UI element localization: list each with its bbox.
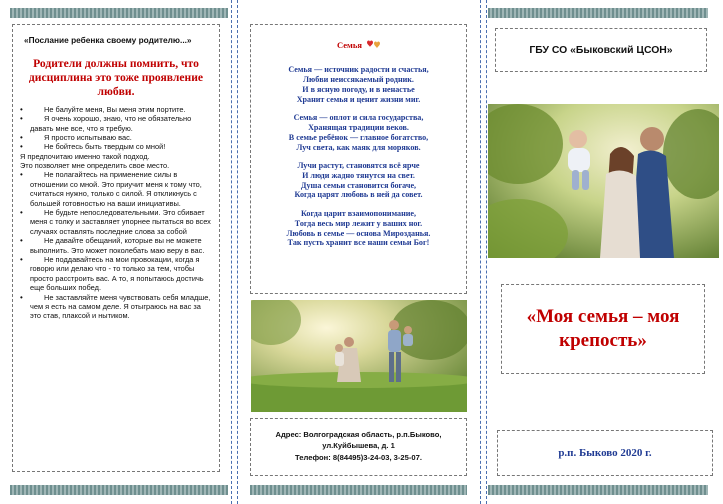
poem-line: В семье ребёнок — главное богатство, bbox=[288, 132, 429, 142]
poem-line: Хранит семья и ценит жизни миг. bbox=[296, 94, 421, 104]
advice-item bbox=[20, 133, 212, 142]
advice-item bbox=[20, 170, 212, 208]
advice-item bbox=[20, 236, 212, 255]
advice-item-text: Не будьте непоследовательными. Это сбивает меня с толку и заставляет упорнее пытаться во всех случаях оставлять последние слова за собой bbox=[30, 208, 211, 236]
advice-item bbox=[20, 105, 212, 114]
advice-item bbox=[20, 208, 212, 236]
poem-title-row bbox=[259, 39, 458, 51]
poem-line: Когда царят любовь в ней да совет. bbox=[294, 190, 423, 200]
brochure-main-title: «Моя семья – моя крепость» bbox=[501, 284, 705, 374]
poem-line: Душа семьи становится богаче, bbox=[300, 180, 417, 190]
phone-line: Телефон: 8(84495)3-24-03, 3-25-07. bbox=[295, 452, 422, 462]
top-stripe-right bbox=[488, 8, 708, 18]
poem-line: Лучи растут, становятся всё ярче bbox=[297, 160, 420, 170]
advice-list bbox=[20, 105, 212, 321]
advice-item-text: Не заставляйте меня чувствовать себя младше, чем я есть на самом деле. Я отыграюсь на вас за это став, плаксой и нытиком. bbox=[30, 292, 211, 321]
advice-item bbox=[20, 152, 212, 161]
advice-item-text: Не балуйте меня, Вы меня этим портите. bbox=[44, 104, 186, 114]
advice-item-text: Не полагайтесь на применение силы в отношении со мной. Это приучит меня к тому что, считаться нужно, только с силой. Я откликнусь с большей готовностью на ваши инициативы. bbox=[30, 170, 202, 208]
child-message-panel bbox=[12, 24, 220, 472]
poem-line: Семья — оплот и сила государства, bbox=[293, 112, 424, 122]
poem-line: И люди жадно тянутся на свет. bbox=[302, 170, 415, 180]
poem-title: Семья bbox=[337, 40, 362, 50]
fold-line-1 bbox=[231, 0, 233, 504]
poem-stanza bbox=[259, 209, 458, 248]
poem-line: Любви неиссякаемый родник. bbox=[303, 74, 414, 84]
poem-stanza bbox=[259, 65, 458, 104]
advice-item-text: Я очень хорошо, знаю, что не обязательно давать мне все, что я требую. bbox=[30, 114, 192, 133]
advice-item-text: Это позволяет мне определить свое место. bbox=[20, 161, 170, 171]
bottom-stripe-middle bbox=[250, 485, 467, 495]
advice-item-text: Не давайте обещаний, которые вы не можете выполнить. Это может поколебать маю веру в вас. bbox=[30, 236, 205, 255]
top-stripe-left bbox=[10, 8, 228, 18]
advice-item bbox=[20, 161, 212, 170]
poem-line: Тогда весь мир лежит у ваших ног. bbox=[294, 218, 423, 228]
advice-item bbox=[20, 114, 212, 133]
advice-item bbox=[20, 142, 212, 151]
poem-line: Хранящая традиции веков. bbox=[308, 122, 409, 132]
bottom-stripe-right bbox=[488, 485, 708, 495]
poem-line: Луч света, как маяк для моряков. bbox=[296, 142, 421, 152]
poem-line: И в ясную погоду, и в ненастье bbox=[302, 84, 415, 94]
family-poem-panel bbox=[250, 24, 467, 294]
fold-line-2 bbox=[237, 0, 239, 504]
poem-stanzas bbox=[259, 65, 458, 248]
organization-name: ГБУ СО «Быковский ЦСОН» bbox=[495, 28, 707, 72]
poem-line: Семья — источник радости и счастья, bbox=[288, 65, 429, 74]
family-cover-photo bbox=[488, 104, 719, 258]
hearts-icon bbox=[366, 39, 380, 51]
advice-item-text: Я просто испытываю вас. bbox=[44, 132, 132, 142]
contact-box bbox=[250, 418, 467, 476]
family-walk-photo bbox=[251, 300, 467, 412]
poem-line: Когда царит взаимопонимание, bbox=[300, 208, 417, 218]
poem-stanza bbox=[259, 113, 458, 152]
advice-item-text: Не бойтесь быть твердым со мной! bbox=[44, 142, 166, 152]
bottom-stripe-left bbox=[10, 485, 228, 495]
poem-stanza bbox=[259, 161, 458, 200]
advice-item-text: Не поддавайтесь на мои провокации, когда я говорю или делаю что - то только за тем, чтобы просто расстроить вас. А то, я попытаюсь достичь еще больших побед. bbox=[30, 254, 204, 293]
child-message-heading: «Послание ребенка своему родителю...» bbox=[24, 35, 192, 45]
discipline-lead-text: Родители должны помнить, что дисциплина это тоже проявление любви. bbox=[28, 57, 204, 98]
advice-item bbox=[20, 255, 212, 293]
poem-line: Так пусть хранит все наши семьи Бог! bbox=[287, 238, 430, 248]
advice-item bbox=[20, 293, 212, 321]
address-line-2: ул.Куйбышева, д. 1 bbox=[322, 441, 395, 451]
address-line-1: Адрес: Волгоградская область, р.п.Быково, bbox=[275, 430, 442, 439]
place-year-label: р.п. Быково 2020 г. bbox=[497, 430, 713, 476]
advice-item-text: Я предпочитаю именно такой подход. bbox=[20, 151, 150, 161]
poem-line: Любовь в семье — основа Мирозданья. bbox=[286, 228, 431, 238]
fold-line-3 bbox=[480, 0, 482, 504]
